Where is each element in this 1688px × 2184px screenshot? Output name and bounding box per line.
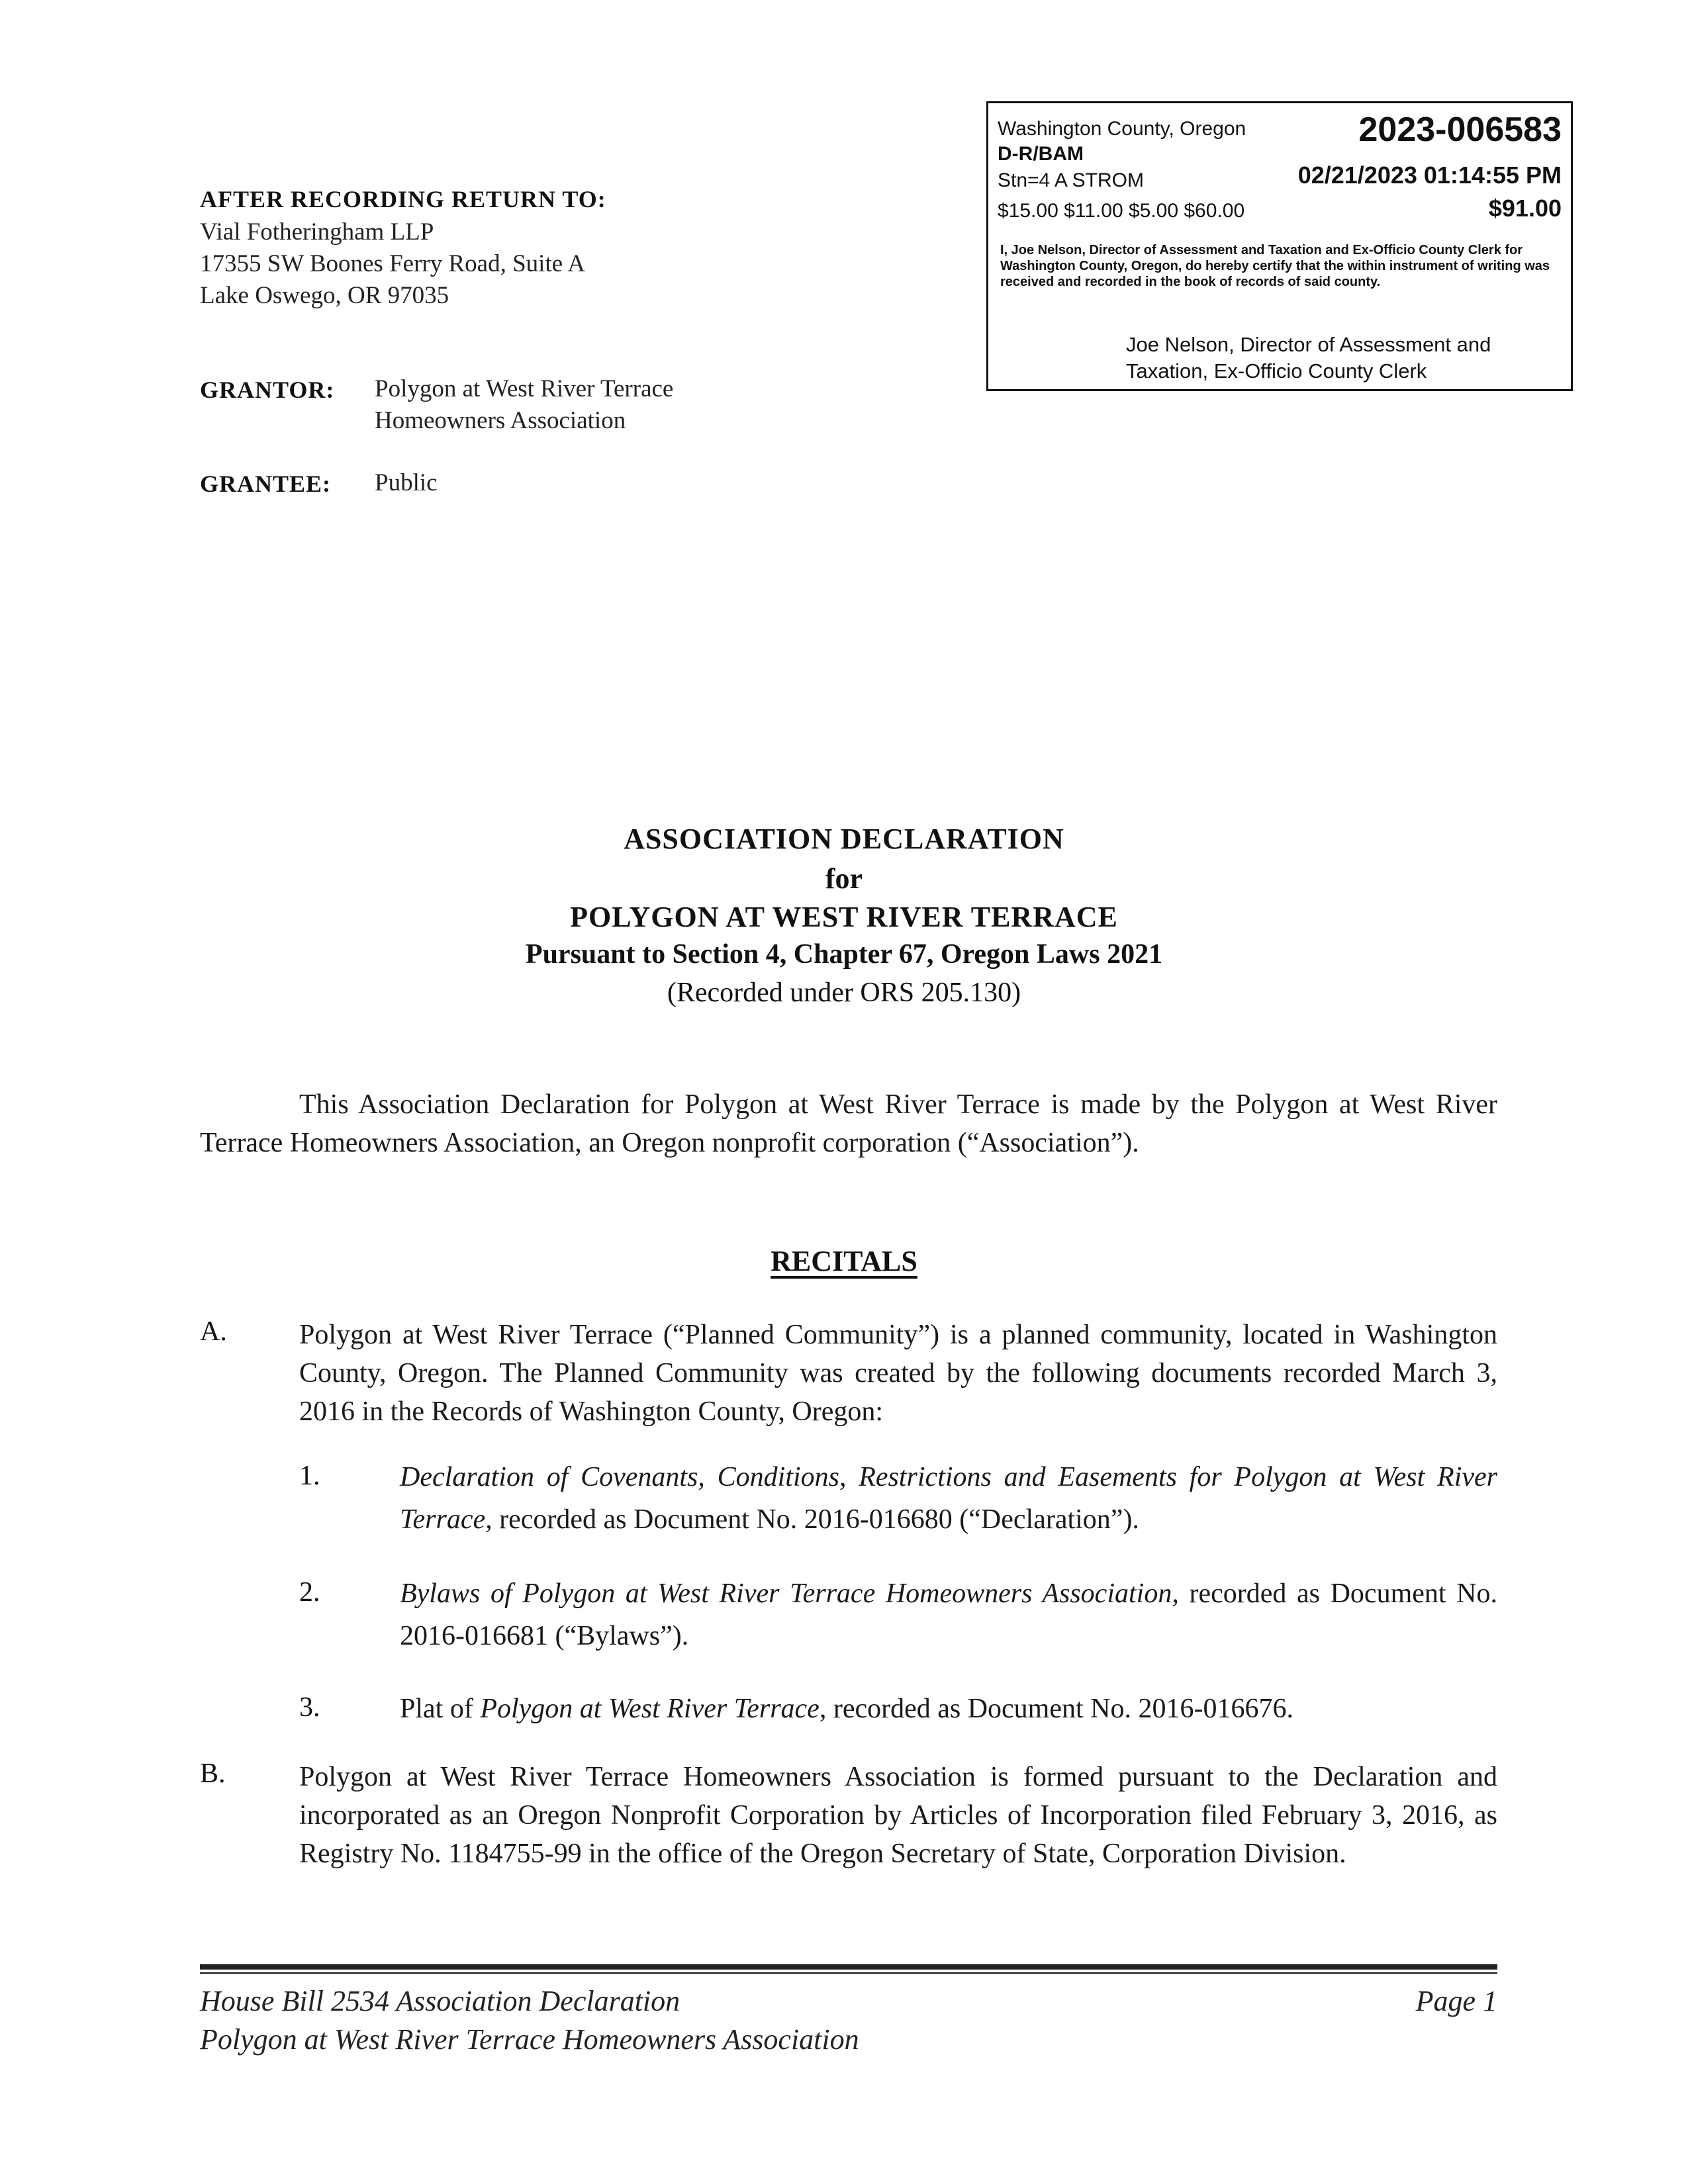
document-title: ASSOCIATION DECLARATION	[624, 823, 1064, 855]
footer-line-2: Polygon at West River Terrace Homeowners Association	[200, 2023, 859, 2056]
item-2-title: Bylaws of Polygon at West River Terrace Homeowners Association,	[400, 1578, 1179, 1609]
stamp-station: Stn=4 A STROM	[998, 169, 1144, 191]
stamp-code: D-R/BAM	[998, 143, 1084, 165]
title-community: POLYGON AT WEST RIVER TERRACE	[570, 901, 1118, 933]
stamp-certification: I, Joe Nelson, Director of Assessment and Taxation and Ex-Officio County Clerk for Washington County, Oregon, do hereby certify that the within instrument of writing was received and recorded in the book of records of said county.	[1000, 243, 1550, 289]
title-recording-note: (Recorded under ORS 205.130)	[667, 978, 1021, 1008]
item-2-rest: recorded as Document No. 2016-016681 (“Bylaws”).	[400, 1578, 1497, 1651]
item-1-number: 1.	[299, 1461, 320, 1491]
recital-a-letter: A.	[200, 1316, 227, 1347]
grantee-label: GRANTEE:	[200, 471, 332, 497]
stamp-signer-line-2: Taxation, Ex-Officio County Clerk	[1126, 359, 1427, 383]
stamp-datetime: 02/21/2023 01:14:55 PM	[1297, 161, 1562, 189]
stamp-signer-line-1: Joe Nelson, Director of Assessment and	[1126, 333, 1491, 356]
title-statute: Pursuant to Section 4, Chapter 67, Oregon Laws 2021	[525, 939, 1163, 970]
item-1-title: Declaration of Covenants, Conditions, Restrictions and Easements for Polygon at West River Terrace,	[400, 1462, 1497, 1535]
page-number: Page 1	[1415, 1985, 1497, 2017]
stamp-county: Washington County, Oregon	[998, 118, 1246, 140]
stamp-signer	[1126, 332, 1491, 385]
recital-a-text: Polygon at West River Terrace (“Planned Community”) is a planned community, located in Washington County, Oregon. The Planned Community was created by the following documents recorded March 3, 2016 in the Records of Washington County, Oregon:	[299, 1320, 1497, 1427]
item-3-pre: Plat of	[400, 1694, 481, 1724]
item-2-text	[400, 1572, 1497, 1657]
item-3-rest: , recorded as Document No. 2016-016676.	[819, 1694, 1293, 1724]
item-2-number: 2.	[299, 1577, 320, 1608]
recital-b-letter: B.	[200, 1758, 226, 1789]
stamp-doc-number: 2023-006583	[1358, 111, 1562, 149]
item-1-rest: recorded as Document No. 2016-016680 (“Declaration”).	[492, 1504, 1139, 1535]
title-for: for	[825, 862, 863, 895]
footer-rule	[200, 1964, 1497, 1970]
item-3-title: Polygon at West River Terrace	[480, 1694, 820, 1724]
grantee-value: Public	[375, 469, 438, 496]
recording-stamp	[986, 101, 1573, 391]
item-1-text	[400, 1456, 1497, 1541]
return-to-line-3: Lake Oswego, OR 97035	[200, 282, 449, 309]
footer-rule-thin	[200, 1972, 1497, 1974]
grantor-value-line-1: Polygon at West River Terrace	[375, 375, 674, 402]
grantor-label: GRANTOR:	[200, 377, 335, 403]
recital-b-text: Polygon at West River Terrace Homeowners Association is formed pursuant to the Declaration and incorporated as an Oregon Nonprofit Corporation by Articles of Incorporation filed February 3, 2016, as Registry No. 1184755-99 in the office of the Oregon Secretary of State, Corporation Division.	[299, 1762, 1497, 1869]
stamp-fees: $15.00 $11.00 $5.00 $60.00	[998, 200, 1245, 222]
return-to-line-1: Vial Fotheringham LLP	[200, 218, 434, 246]
intro-paragraph: This Association Declaration for Polygon at West River Terrace is made by the Polygon at West River Terrace Homeowners Association, an Oregon nonprofit corporation (“Association”).	[200, 1089, 1497, 1158]
grantor-value-line-2: Homeowners Association	[375, 407, 626, 434]
footer-line-1: House Bill 2534 Association Declaration	[200, 1985, 680, 2017]
return-to-heading: AFTER RECORDING RETURN TO:	[200, 186, 606, 212]
item-3-text	[400, 1688, 1497, 1730]
return-to-line-2: 17355 SW Boones Ferry Road, Suite A	[200, 250, 586, 277]
stamp-total: $91.00	[1488, 195, 1562, 222]
item-3-number: 3.	[299, 1692, 320, 1723]
recitals-heading: RECITALS	[771, 1245, 917, 1277]
